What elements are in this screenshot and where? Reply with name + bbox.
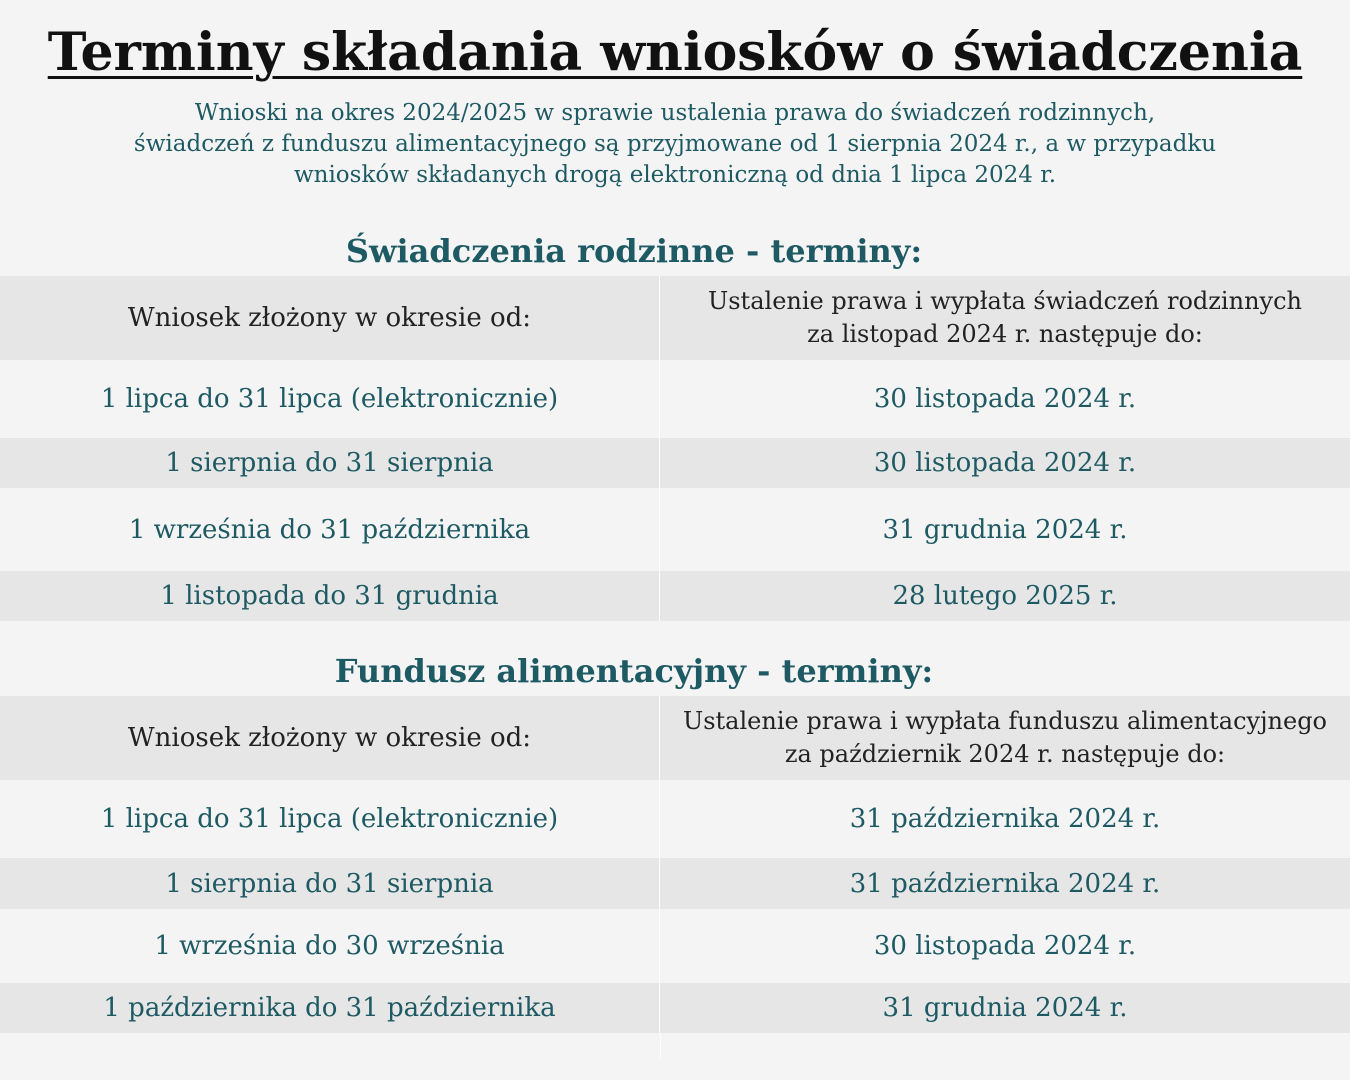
intro-line: Wnioski na okres 2024/2025 w sprawie ustalenia prawa do świadczeń rodzinnych,: [194, 100, 1156, 126]
alimony-fund-heading: Fundusz alimentacyjny - terminy:: [334, 652, 934, 690]
column-header-deadline-line: za październik 2024 r. następuje do:: [784, 740, 1226, 768]
column-header-deadline: [660, 696, 1350, 780]
period-cell: 1 lipca do 31 lipca (elektronicznie): [0, 780, 660, 858]
deadline-cell: 31 października 2024 r.: [849, 804, 1161, 834]
column-header-deadline-line: Ustalenie prawa i wypłata świadczeń rodzinnych: [708, 287, 1302, 315]
deadline-cell: 30 listopada 2024 r.: [873, 931, 1137, 961]
column-header-period: Wniosek złożony w okresie od:: [0, 696, 660, 780]
period-cell: 1 sierpnia do 31 sierpnia: [0, 858, 660, 909]
intro-paragraph: [60, 98, 1290, 191]
table-row: [0, 571, 1350, 621]
deadline-cell: 31 grudnia 2024 r.: [882, 514, 1128, 545]
table-header-row: [0, 696, 1350, 780]
period-cell: 1 października do 31 października: [0, 983, 660, 1033]
column-header-deadline-line: Ustalenie prawa i wypłata funduszu alimentacyjnego: [682, 707, 1327, 735]
page-title: Terminy składania wniosków o świadczenia: [47, 22, 1303, 83]
table-row: [0, 858, 1350, 909]
period-cell: 1 lipca do 31 lipca (elektronicznie): [0, 360, 660, 438]
column-header-deadline-line: za listopad 2024 r. następuje do:: [807, 320, 1203, 348]
period-cell: 1 września do 30 września: [0, 909, 660, 983]
deadline-cell: 30 listopada 2024 r.: [873, 448, 1137, 478]
deadline-cell: 30 listopada 2024 r.: [873, 384, 1137, 414]
period-cell: 1 listopada do 31 grudnia: [0, 571, 660, 621]
intro-line: świadczeń z funduszu alimentacyjnego są przyjmowane od 1 sierpnia 2024 r., a w przypadku: [133, 131, 1217, 157]
column-header-period: Wniosek złożony w okresie od:: [0, 276, 660, 360]
deadline-cell: 31 grudnia 2024 r.: [882, 993, 1128, 1023]
column-divider: [660, 1033, 661, 1058]
column-header-deadline: [660, 276, 1350, 360]
table-header-row: [0, 276, 1350, 360]
table-row: [0, 909, 1350, 983]
table-row: [0, 438, 1350, 488]
family-benefits-heading: Świadczenia rodzinne - terminy:: [345, 232, 923, 270]
period-cell: 1 września do 31 października: [0, 488, 660, 571]
table-row: [0, 780, 1350, 858]
deadline-cell: 28 lutego 2025 r.: [892, 581, 1118, 611]
period-cell: 1 sierpnia do 31 sierpnia: [0, 438, 660, 488]
table-row: [0, 488, 1350, 571]
intro-line: wniosków składanych drogą elektroniczną od dnia 1 lipca 2024 r.: [293, 162, 1057, 188]
table-row: [0, 983, 1350, 1033]
table-row: [0, 360, 1350, 438]
deadline-cell: 31 października 2024 r.: [849, 868, 1161, 899]
